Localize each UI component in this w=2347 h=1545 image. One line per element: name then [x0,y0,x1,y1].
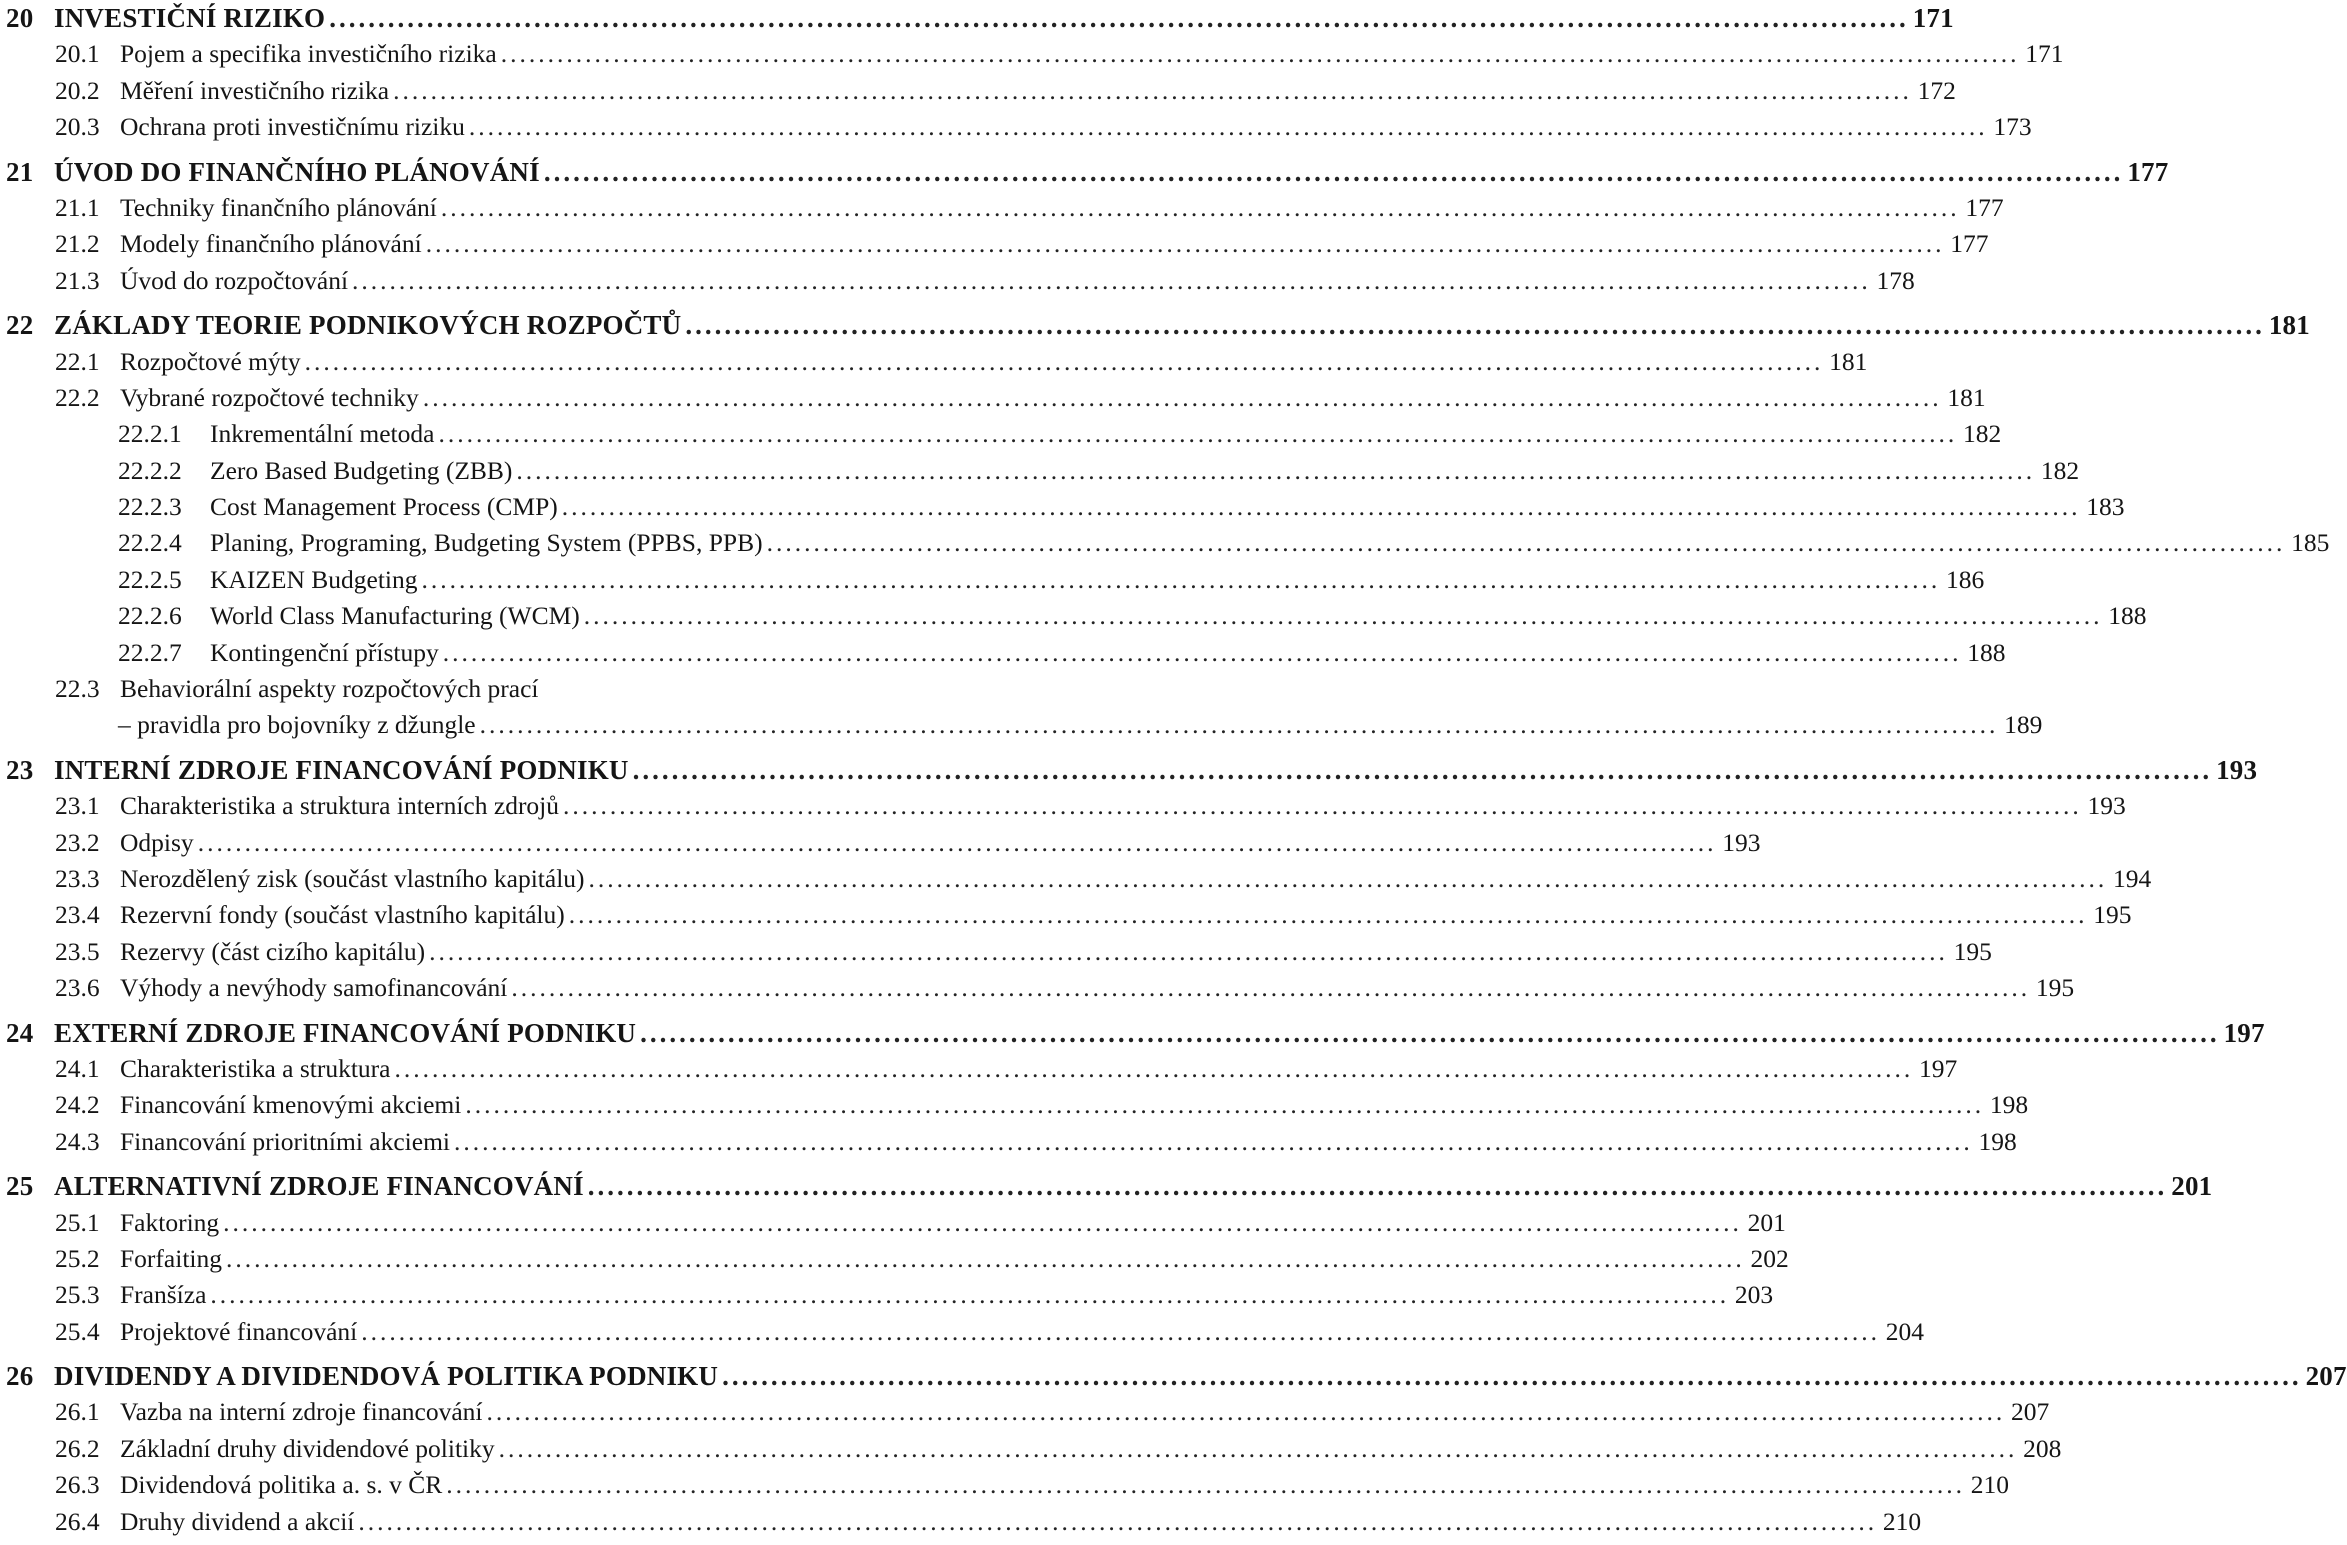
chapter-number: 23 [6,754,34,785]
toc-entry[interactable] [0,861,2152,897]
section-page: 203 [1734,1280,1774,1310]
dot-leader [499,1431,2018,1467]
section-title: Nerozdělený zisk (součást vlastního kapitálu) [120,863,585,893]
section-number: 22.3 [55,674,100,704]
section-title: Ochrana proti investičnímu riziku [120,112,465,142]
section-title: Charakteristika a struktura interních zdrojů [120,791,560,821]
dot-leader [544,154,2124,190]
dot-leader [469,109,1988,145]
chapter-page: 201 [2171,1171,2213,1202]
section-title: Pojem a specifika investičního rizika [120,39,497,69]
subsection-title: Cost Management Process (CMP) [210,492,558,522]
toc-entry[interactable] [0,226,1989,262]
section-number: 25.2 [55,1243,100,1273]
section-number: 25.3 [55,1280,100,1310]
subsection-number: 22.2.7 [118,637,182,667]
section-number: 21.3 [55,265,100,295]
section-page: 194 [2113,863,2152,893]
section-title: Odpisy [120,827,194,857]
section-title: Rezervní fondy (součást vlastního kapitálu) [120,900,565,930]
chapter-page: 207 [2305,1361,2347,1392]
section-number: 24.3 [55,1126,100,1156]
subsection-number: 22.2.4 [118,528,182,558]
toc-entry[interactable] [0,897,2132,933]
section-number: 25.1 [55,1207,100,1237]
chapter-title: INTERNÍ ZDROJE FINANCOVÁNÍ PODNIKU [54,754,629,785]
section-number: 22.2 [55,382,100,412]
subsection-page: 186 [1946,564,1985,594]
subsection-page: 188 [1967,637,2006,667]
dot-leader [465,1087,1984,1123]
toc-entry[interactable] [0,1124,2017,1160]
toc-entry[interactable] [0,934,1992,970]
chapter-title: DIVIDENDY A DIVIDENDOVÁ POLITIKA PODNIKU [54,1361,719,1392]
toc-entry[interactable] [0,1241,1789,1277]
chapter-heading[interactable] [0,1358,2347,1394]
toc-subentry[interactable] [0,489,2125,525]
section-title: Rezervy (část cizího kapitálu) [120,936,426,966]
chapter-number: 21 [6,156,34,187]
chapter-page: 171 [1912,3,1954,33]
dot-leader [446,1467,1965,1503]
section-number: 24.1 [55,1053,100,1083]
dot-leader [329,0,1909,36]
chapter-heading[interactable] [0,307,2310,343]
section-page: 181 [1829,346,1868,376]
dot-leader [516,453,2035,489]
toc-subentry[interactable] [0,453,2080,489]
section-page: 173 [1993,112,2032,142]
toc-entry[interactable] [0,263,1915,299]
toc-subentry[interactable] [0,598,2147,634]
section-title: Rozpočtové mýty [120,346,301,376]
subsection-number: 22.2.5 [118,564,182,594]
section-page: 193 [2087,791,2126,821]
section-page: 171 [2025,39,2064,69]
toc-entry[interactable] [0,190,2004,226]
toc-entry[interactable] [0,73,1956,109]
toc-entry[interactable] [0,344,1868,380]
chapter-number: 20 [6,3,34,33]
section-page: 181 [1947,382,1986,412]
dot-leader [223,1205,1742,1241]
section-title: Modely finančního plánování [120,229,422,259]
chapter-title: INVESTIČNÍ RIZIKO [54,3,326,33]
chapter-number: 26 [6,1361,34,1392]
toc-subentry[interactable] [0,416,2002,452]
toc-entry[interactable] [0,380,1986,416]
chapter-heading[interactable] [0,1168,2213,1204]
chapter-heading[interactable] [0,1015,2265,1051]
dot-leader [454,1124,1973,1160]
section-number: 23.4 [55,900,100,930]
dot-leader [633,752,2213,788]
section-title: Techniky finančního plánování [120,192,437,222]
chapter-22 [0,307,2330,744]
subsection-number: 22.2.3 [118,492,182,522]
subsection-page: 183 [2086,492,2125,522]
subsection-title: KAIZEN Budgeting [210,564,418,594]
section-page: 177 [1950,229,1989,259]
chapter-page: 197 [2223,1017,2265,1048]
section-title: Projektové financování [120,1316,358,1346]
toc-entry[interactable] [0,1504,1922,1540]
dot-leader [422,562,1941,598]
section-page: 195 [2093,900,2132,930]
chapter-title: EXTERNÍ ZDROJE FINANCOVÁNÍ PODNIKU [54,1017,637,1048]
section-number: 26.3 [55,1470,100,1500]
section-number: 20.2 [55,75,100,105]
dot-leader [198,825,1717,861]
dot-leader [395,1051,1914,1087]
section-page: 178 [1876,265,1915,295]
toc-entry[interactable] [0,1394,2050,1430]
section-page: 202 [1750,1243,1789,1273]
dot-leader [501,36,2020,72]
chapter-number: 24 [6,1017,34,1048]
subsection-title: World Class Manufacturing (WCM) [210,601,580,631]
chapter-26 [0,1358,2347,1540]
dot-leader [352,263,1871,299]
dot-leader [640,1015,2220,1051]
section-title: Faktoring [120,1207,220,1237]
dot-leader [480,707,1999,743]
chapter-page: 181 [2268,310,2310,341]
section-page: 201 [1747,1207,1786,1237]
section-title-continuation: – pravidla pro bojovníky z džungle [118,710,476,740]
subsection-page: 182 [1962,419,2002,449]
section-page: 189 [2004,710,2043,740]
dot-leader [393,73,1912,109]
chapter-title: ALTERNATIVNÍ ZDROJE FINANCOVÁNÍ [54,1171,584,1202]
section-page: 195 [1953,936,1992,966]
dot-leader [443,635,1962,671]
dot-leader [589,861,2108,897]
subsection-number: 22.2.1 [118,419,182,449]
section-number: 20.1 [55,39,100,69]
chapter-20 [0,0,2064,146]
section-number: 23.1 [55,791,100,821]
subsection-number: 22.2.2 [118,455,182,485]
dot-leader [429,934,1948,970]
section-page: 193 [1722,827,1761,857]
section-number: 21.1 [55,192,100,222]
section-title: Behaviorální aspekty rozpočtových prací [120,674,539,704]
section-title: Dividendová politika a. s. v ČR [120,1470,443,1500]
section-title: Charakteristika a struktura [120,1053,391,1083]
dot-leader [569,897,2088,933]
subsection-page: 182 [2040,455,2080,485]
section-title: Franšíza [120,1280,207,1310]
dot-leader [584,598,2103,634]
toc-entry[interactable] [0,36,2064,72]
toc-entry[interactable] [0,1314,1924,1350]
chapter-page: 193 [2216,754,2258,785]
section-number: 26.1 [55,1397,100,1427]
toc-entry-continuation[interactable] [0,707,2043,743]
section-title: Forfaiting [120,1243,222,1273]
section-number: 25.4 [55,1316,100,1346]
chapter-heading[interactable] [0,0,1954,36]
dot-leader [588,1168,2168,1204]
chapter-page: 177 [2127,156,2169,187]
subsection-title: Inkrementální metoda [210,419,435,449]
section-page: 204 [1885,1316,1924,1346]
chapter-23 [0,752,2258,1007]
section-page: 208 [2023,1433,2062,1463]
chapter-title: ÚVOD DO FINANČNÍHO PLÁNOVÁNÍ [54,156,540,187]
subsection-page: 188 [2108,601,2147,631]
subsection-page: 185 [2291,528,2330,558]
toc-entry[interactable] [0,671,960,707]
dot-leader [487,1394,2006,1430]
section-page: 210 [1882,1506,1922,1536]
chapter-21 [0,154,2169,300]
toc-subentry[interactable] [0,562,1985,598]
section-page: 198 [1978,1126,2017,1156]
section-page: 198 [1989,1090,2029,1120]
chapter-number: 22 [6,310,34,341]
dot-leader [562,489,2081,525]
toc-entry[interactable] [0,970,2075,1006]
toc-entry[interactable] [0,1467,2010,1503]
subsection-title: Kontingenční přístupy [210,637,439,667]
section-page: 197 [1919,1053,1958,1083]
toc-entry[interactable] [0,825,1761,861]
section-number: 24.2 [55,1090,100,1120]
section-title: Úvod do rozpočtování [120,265,349,295]
section-title: Financování prioritními akciemi [120,1126,451,1156]
section-number: 23.6 [55,973,100,1003]
section-page: 210 [1970,1470,2010,1500]
toc-entry[interactable] [0,1431,2062,1467]
section-title: Měření investičního rizika [120,75,390,105]
section-number: 22.1 [55,346,100,376]
dot-leader [305,344,1824,380]
section-page: 195 [2035,973,2075,1003]
dot-leader [426,226,1945,262]
section-number: 23.2 [55,827,100,857]
chapter-24 [0,1015,2265,1161]
toc-entry[interactable] [0,109,2032,145]
section-page: 172 [1917,75,1956,105]
chapter-heading[interactable] [0,154,2169,190]
section-number: 21.2 [55,229,100,259]
subsection-title: Zero Based Budgeting (ZBB) [210,455,513,485]
dot-leader [358,1504,1877,1540]
section-title: Druhy dividend a akcií [120,1506,355,1536]
toc-entry[interactable] [0,1051,1958,1087]
section-number: 23.3 [55,863,100,893]
chapter-number: 25 [6,1171,34,1202]
dot-leader [563,788,2082,824]
section-number: 20.3 [55,112,100,142]
dot-leader [361,1314,1880,1350]
toc-subentry[interactable] [0,525,2330,561]
dot-leader [511,970,2030,1006]
toc-entry[interactable] [0,1205,1786,1241]
dot-leader [767,525,2286,561]
section-title: Vazba na interní zdroje financování [120,1397,483,1427]
toc-entry[interactable] [0,788,2126,824]
toc-subentry[interactable] [0,635,2006,671]
dot-leader [438,416,1957,452]
section-title: Základní druhy dividendové politiky [120,1433,495,1463]
subsection-title: Planing, Programing, Budgeting System (PPBS, PPB) [210,528,763,558]
section-page: 207 [2011,1397,2050,1427]
chapter-heading[interactable] [0,752,2258,788]
dot-leader [441,190,1960,226]
dot-leader [210,1277,1729,1313]
dot-leader [226,1241,1745,1277]
section-title: Financování kmenovými akciemi [120,1090,462,1120]
section-number: 26.2 [55,1433,100,1463]
dot-leader [722,1358,2302,1394]
dot-leader [685,307,2265,343]
chapter-title: ZÁKLADY TEORIE PODNIKOVÝCH ROZPOČTŮ [54,310,682,341]
section-page: 177 [1965,192,2004,222]
section-number: 26.4 [55,1506,100,1536]
toc-entry[interactable] [0,1087,2029,1123]
section-title: Výhody a nevýhody samofinancování [120,973,508,1003]
chapter-25 [0,1168,2213,1350]
toc-entry[interactable] [0,1277,1774,1313]
subsection-number: 22.2.6 [118,601,182,631]
dot-leader [423,380,1942,416]
section-number: 23.5 [55,936,100,966]
section-title: Vybrané rozpočtové techniky [120,382,419,412]
